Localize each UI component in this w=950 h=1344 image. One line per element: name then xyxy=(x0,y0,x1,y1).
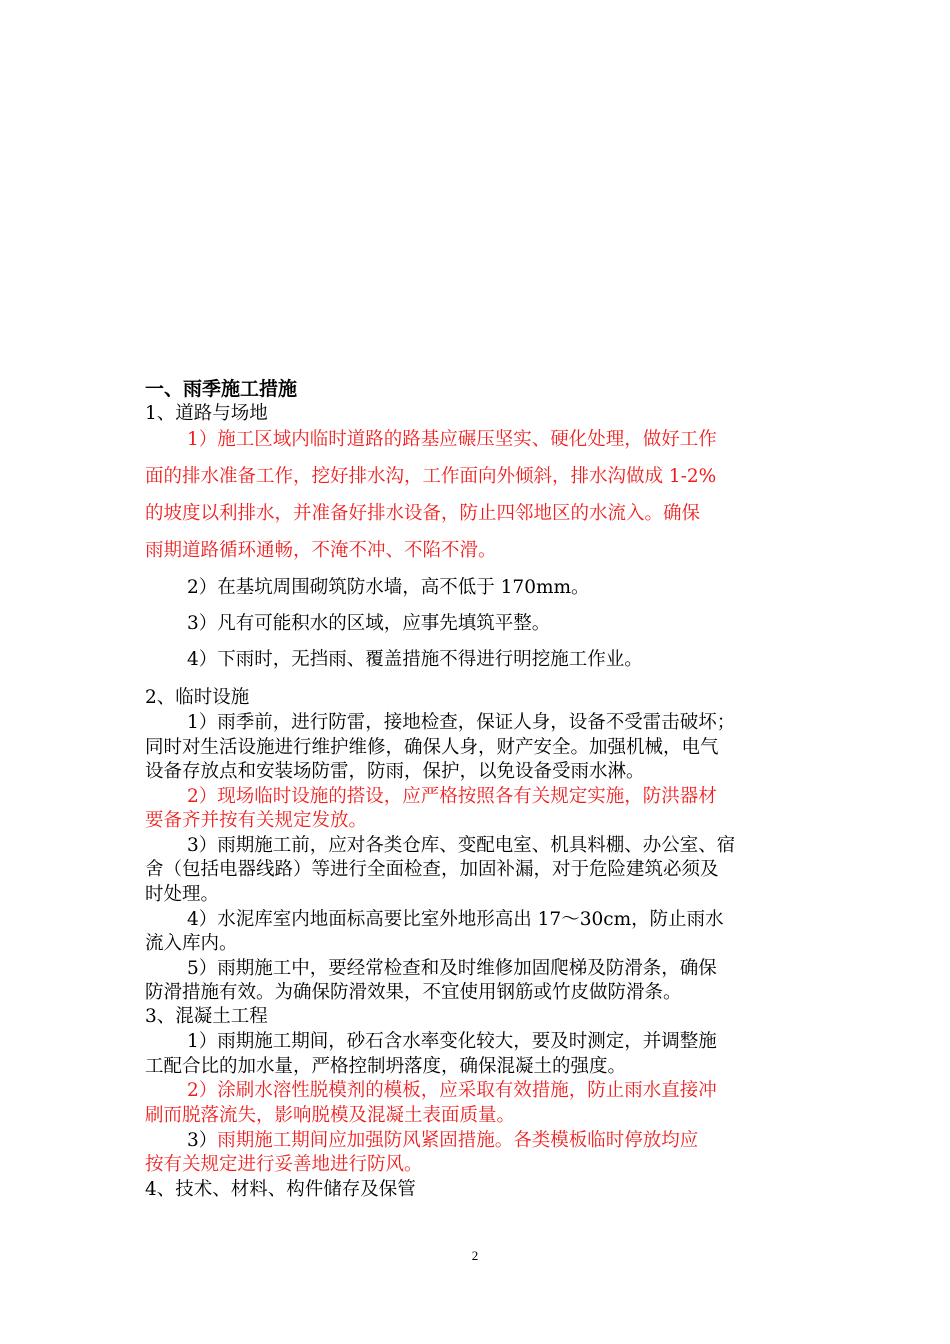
subheading-storage: 4、技术、材料、构件储存及保管 xyxy=(145,1179,416,1200)
para-facilities-2-line2: 要备齐并按有关规定发放。 xyxy=(145,810,368,831)
para-concrete-1-line1: 1）雨期施工期间，砂石含水率变化较大，要及时测定，并调整施 xyxy=(187,1031,717,1052)
para-facilities-5-line2: 防滑措施有效。为确保防滑效果，不宜使用钢筋或竹皮做防滑条。 xyxy=(145,982,682,1003)
para-facilities-4-line1: 4）水泥库室内地面标高要比室外地形高出 17～30cm，防止雨水 xyxy=(187,909,724,930)
para-facilities-2-line1: 2）现场临时设施的搭设，应严格按照各有关规定实施，防洪器材 xyxy=(187,786,717,807)
para-facilities-1-line2: 同时对生活设施进行维护维修，确保人身，财产安全。加强机械，电气 xyxy=(145,737,719,758)
para-roads-2: 2）在基坑周围砌筑防水墙，高不低于 170mm。 xyxy=(187,577,590,598)
para-roads-1-line2: 面的排水准备工作，挖好排水沟，工作面向外倾斜，排水沟做成 1-2% xyxy=(145,466,717,487)
subheading-roads: 1、道路与场地 xyxy=(145,403,268,424)
para-facilities-3-line3: 时处理。 xyxy=(145,884,220,905)
para-concrete-1-line2: 工配合比的加水量，严格控制坍落度，确保混凝土的强度。 xyxy=(145,1056,627,1077)
para-roads-1-line3: 的坡度以利排水，并准备好排水设备，防止四邻地区的水流入。确保 xyxy=(145,503,701,524)
para-facilities-5-line1: 5）雨期施工中，要经常检查和及时维修加固爬梯及防滑条，确保 xyxy=(187,958,717,979)
para-roads-4: 4）下雨时，无挡雨、覆盖措施不得进行明挖施工作业。 xyxy=(187,649,643,670)
page-number: 2 xyxy=(471,1248,479,1263)
para-concrete-3-text: 雨期施工期间应加强防风紧固措施。各类模板临时停放均应 xyxy=(217,1130,699,1151)
para-roads-3: 3）凡有可能积水的区域，应事先填筑平整。 xyxy=(187,613,551,634)
subheading-concrete: 3、混凝土工程 xyxy=(145,1006,268,1027)
para-facilities-3-line1: 3）雨期施工前，应对各类仓库、变配电室、机具料棚、办公室、宿 xyxy=(187,835,736,856)
para-facilities-4-line2: 流入库内。 xyxy=(145,933,238,954)
para-facilities-3-line2: 舍（包括电器线路）等进行全面检查，加固补漏，对于危险建筑必须及 xyxy=(145,859,719,880)
para-roads-1-line1: 1）施工区域内临时道路的路基应碾压坚实、硬化处理，做好工作 xyxy=(187,429,717,450)
para-concrete-2-line1: 2）涂刷水溶性脱模剂的模板，应采取有效措施，防止雨水直接冲 xyxy=(187,1080,717,1101)
subheading-temporary-facilities: 2、临时设施 xyxy=(145,687,250,708)
para-concrete-3-number: 3） xyxy=(187,1130,218,1151)
para-facilities-1-line1: 1）雨季前，进行防雷，接地检查，保证人身，设备不受雷击破坏； xyxy=(187,712,736,733)
section-title: 一、雨季施工措施 xyxy=(145,378,298,400)
para-concrete-3-line2: 按有关规定进行妥善地进行防风。 xyxy=(145,1154,423,1175)
para-roads-1-line4: 雨期道路循环通畅，不淹不冲、不陷不滑。 xyxy=(145,540,497,561)
para-concrete-3-line1 xyxy=(187,1126,849,1152)
para-concrete-2-line2: 刷而脱落流失，影响脱模及混凝土表面质量。 xyxy=(145,1105,516,1126)
para-facilities-1-line3: 设备存放点和安装场防雷，防雨，保护，以免设备受雨水淋。 xyxy=(145,761,645,782)
